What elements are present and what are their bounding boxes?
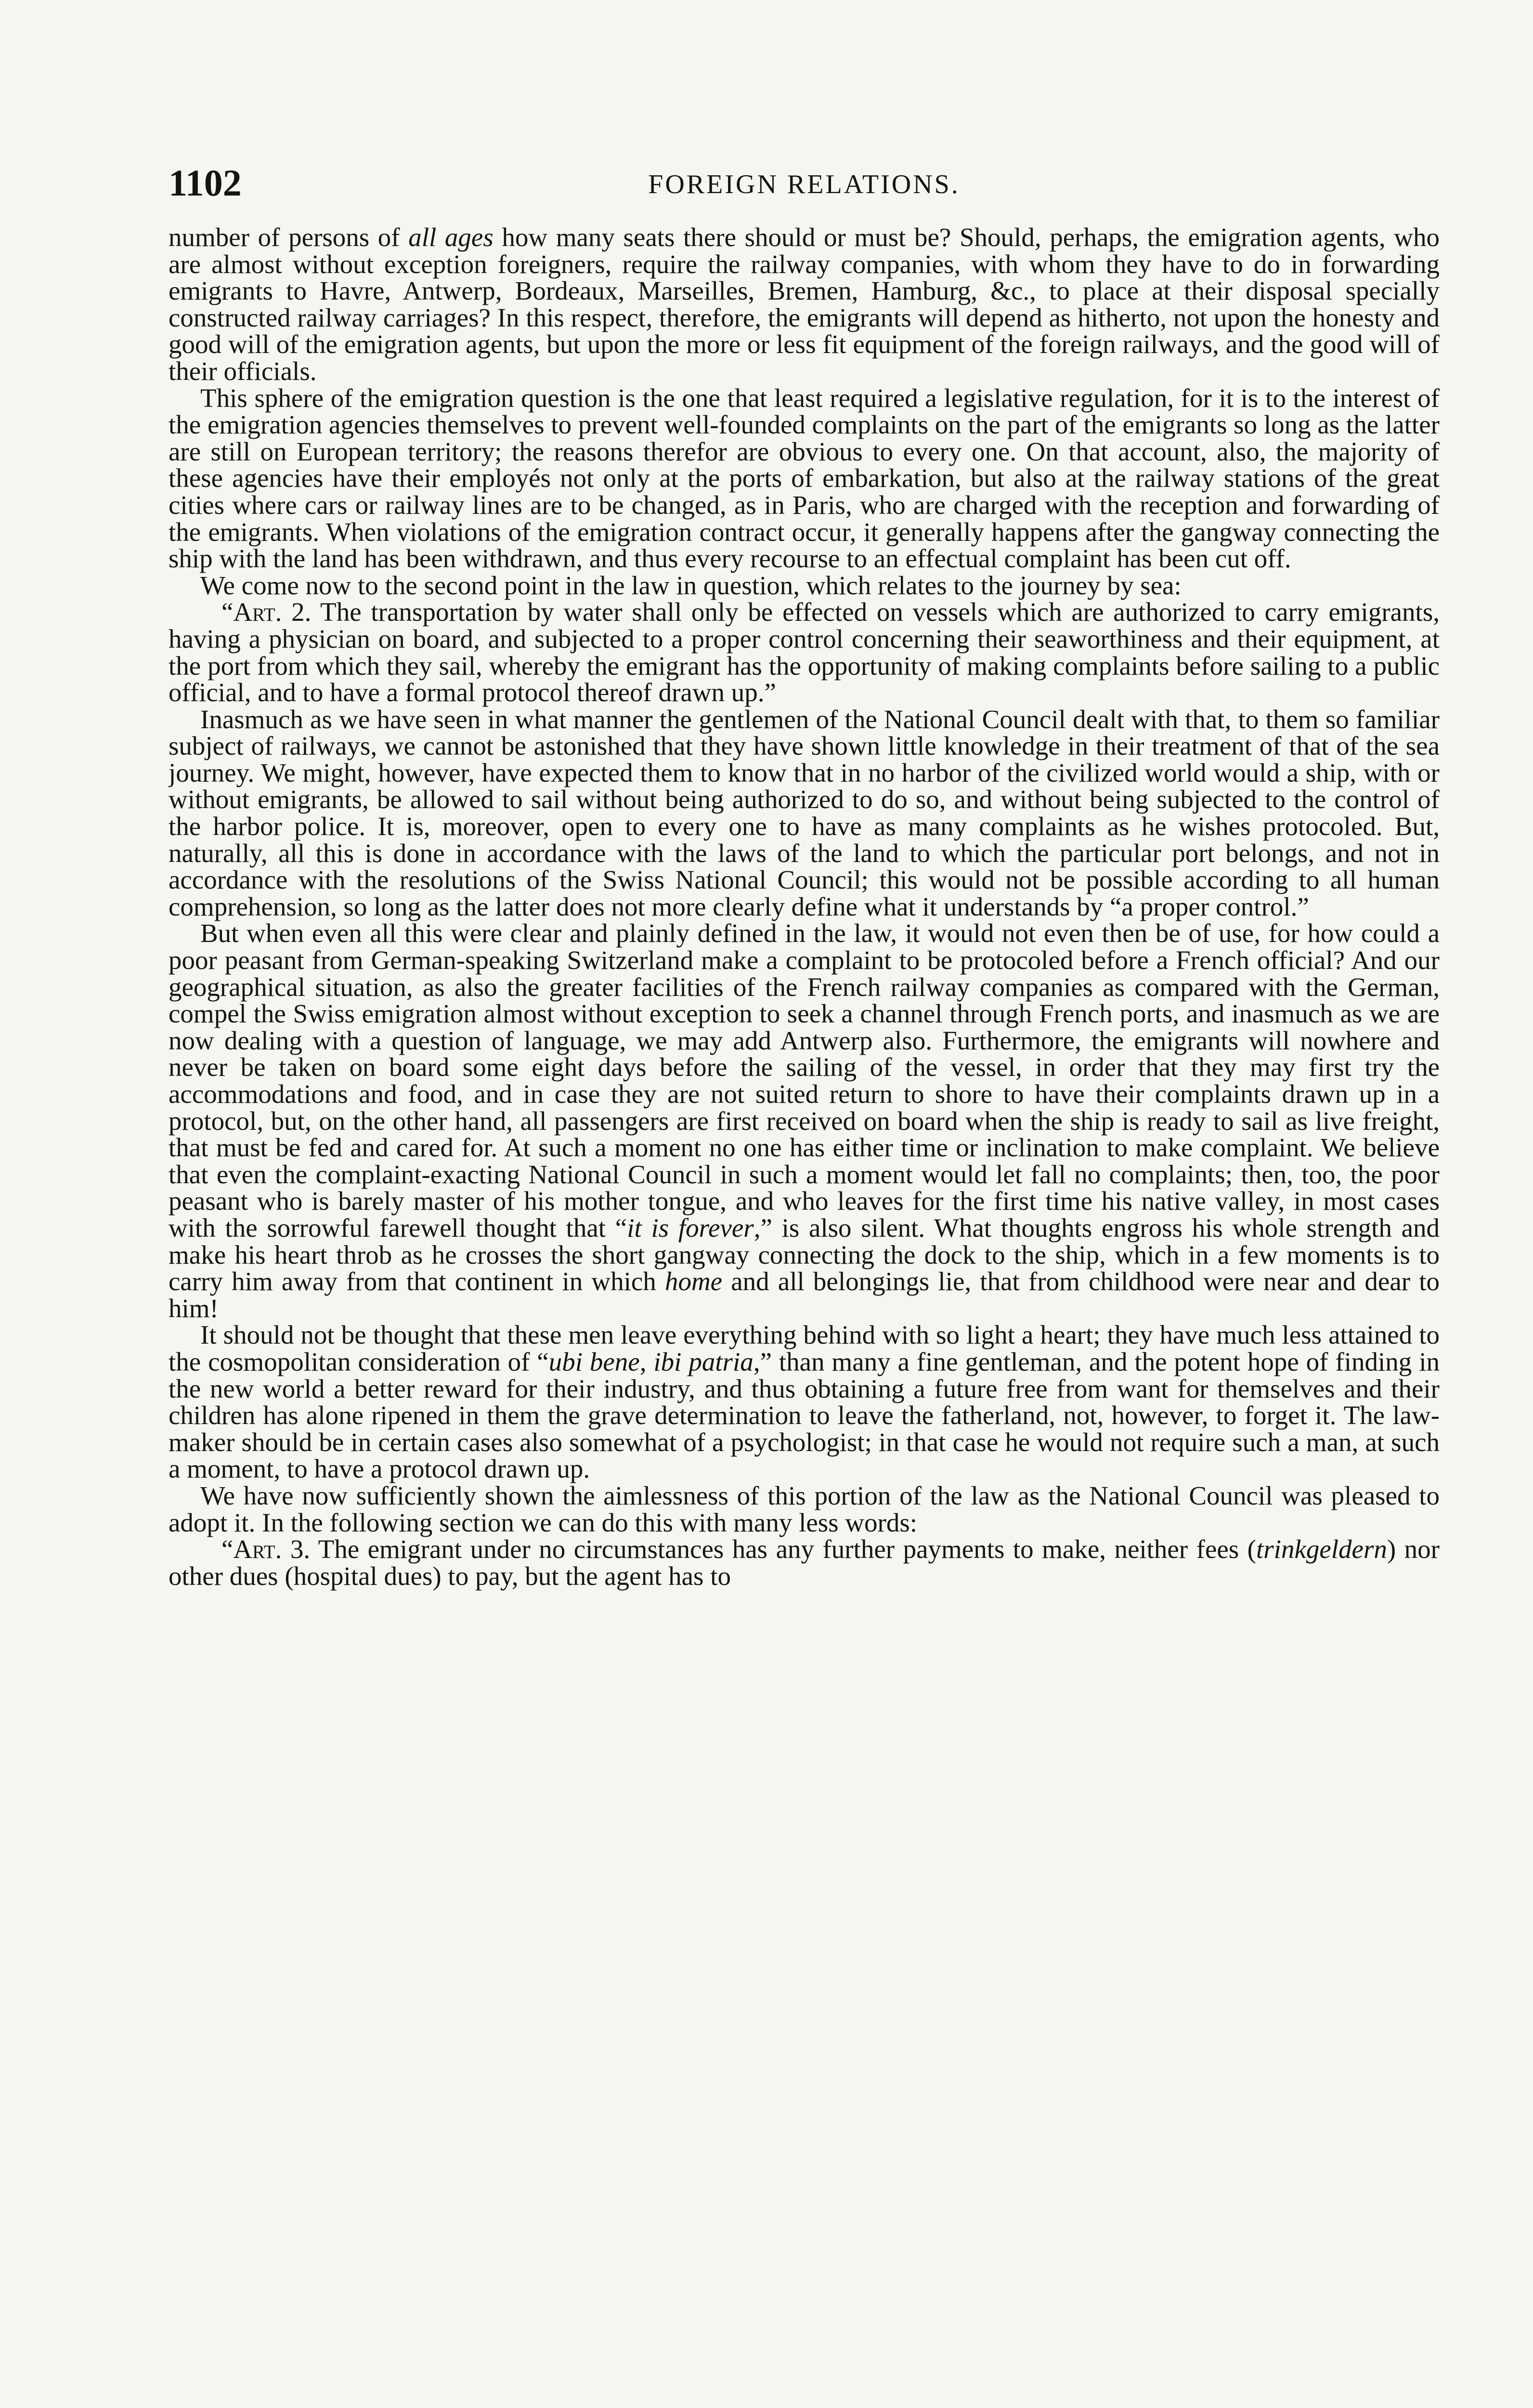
paragraph-text: We have now sufficiently shown the aimlessness of this portion of the law as the National Council was pleased to adopt it. In the following section we can do this with many less words:	[169, 1480, 1440, 1537]
paragraph	[169, 572, 1440, 599]
paragraph-text: ,” is also silent. What thoughts engross his whole strength and make his heart throb as he crosses the short gangway connecting the dock to the ship, which in a few moments is to carry him away from that continent in which	[169, 1213, 1440, 1296]
paragraph-text: We come now to the second point in the law in question, which relates to the journey by sea:	[200, 570, 1182, 600]
paragraph-text: Inasmuch as we have seen in what manner the gentlemen of the National Council dealt with that, to them so familiar subject of railways, we cannot be astonished that they have shown little knowledge in their treatment of that of the sea journey. We might, however, have expected them to know that in no harbor of the civilized world would a ship, with or without emigrants, be allowed to sail without being authorized to do so, and without being subjected to the control of the harbor police. It is, moreover, open to every one to have as many complaints as he wishes protocoled. But, naturally, all this is done in accordance with the laws of the land to which the particular port belongs, and not in accordance with the resolutions of the Swiss National Council; this would not be possible according to all human comprehension, so long as the latter does not more clearly define what it understands by “a proper control.”	[169, 704, 1440, 921]
page-header	[169, 159, 1440, 212]
small-caps-text: Art	[233, 1534, 275, 1564]
paragraph-text: how many seats there should or must be? Should, perhaps, the emigration agents, who are almost without exception foreigners, require the railway companies, with whom they have to do in forwarding emigrants to Havre, Antwerp, Bordeaux, Marseilles, Bremen, Hamburg, &c., to place at their disposal specially constructed railway carriages? In this respect, therefore, the emigrants will depend as hitherto, not upon the honesty and good will of the emigration agents, but upon the more or less fit equipment of the foreign railways, and the good will of their officials.	[169, 222, 1440, 386]
italic-text: it is forever	[627, 1213, 754, 1243]
paragraph-text: and all belongings lie, that from childhood were near and dear to him!	[169, 1267, 1440, 1323]
italic-text: home	[664, 1267, 723, 1296]
paragraph-text: number of persons of	[169, 222, 409, 252]
paragraph	[169, 599, 1440, 706]
paragraph	[169, 1536, 1440, 1589]
page-number: 1102	[169, 162, 242, 204]
small-caps-text: Art	[233, 597, 275, 627]
paragraph-text: . 3. The emigrant under no circumstances has any further payments to make, neither fees (	[275, 1534, 1256, 1564]
paragraph-text: This sphere of the emigration question is the one that least required a legislative regulation, for it is to the interest of the emigration agencies themselves to prevent well-founded complaints on the part of the emigrants so long as the latter are still on European territory; the reasons therefor are obvious to every one. On that account, also, the majority of these agencies have their employés not only at the ports of embarkation, but also at the railway stations of the great cities where cars or railway lines are to be changed, as in Paris, who are charged with the reception and forwarding of the emigrants. When violations of the emigration contract occur, it generally happens after the gangway connecting the ship with the land has been withdrawn, and thus every recourse to an effectual complaint has been cut off.	[169, 383, 1440, 574]
italic-text: trinkgeldern	[1256, 1534, 1387, 1564]
paragraph	[169, 1482, 1440, 1536]
paragraph-text: ,” than many a fine gentleman, and the potent hope of finding in the new world a better reward for their industry, and thus obtaining a future free from want for themselves and their children has alone ripened in them the grave determination to leave the fatherland, not, however, to forget it. The law-maker should be in certain cases also somewhat of a psychologist; in that case he would not require such a man, at such a moment, to have a protocol drawn up.	[169, 1347, 1440, 1484]
paragraph	[169, 224, 1440, 385]
paragraph-text: “	[221, 597, 234, 627]
paragraph-text: But when even all this were clear and plainly defined in the law, it would not even then be of use, for how could a poor peasant from German-speaking Switzerland make a complaint to be protocoled before a French official? And our geographical situation, as also the greater facilities of the French railway companies as compared with the German, compel the Swiss emigration almost without exception to seek a channel through French ports, and inasmuch as we are now dealing with a question of language, we may add Antwerp also. Furthermore, the emigrants will nowhere and never be taken on board some eight days before the sailing of the vessel, in order that they may first try the accommodations and food, and in case they are not suited return to shore to have their complaints drawn up in a protocol, but, on the other hand, all passengers are first received on board when the ship is ready to sail as live freight, that must be fed and cared for. At such a moment no one has either time or inclination to make complaint. We believe that even the complaint-exacting National Council in such a moment would let fall no complaints; then, too, the poor peasant who is barely master of his mother tongue, and who leaves for the first time his native valley, in most cases with the sorrowful farewell thought that “	[169, 918, 1440, 1243]
body-text	[169, 224, 1440, 1589]
paragraph-text: “	[221, 1534, 234, 1564]
italic-text: all ages	[408, 222, 494, 252]
italic-text: ubi bene, ibi patria	[548, 1347, 754, 1376]
document-page	[169, 159, 1440, 2408]
paragraph	[169, 920, 1440, 1322]
paragraph-text: It should not be thought that these men leave everything behind with so light a heart; they have much less attained to the cosmopolitan consideration of “	[169, 1320, 1440, 1376]
running-title: FOREIGN RELATIONS.	[648, 170, 960, 199]
paragraph	[169, 1322, 1440, 1482]
paragraph	[169, 385, 1440, 572]
paragraph	[169, 706, 1440, 920]
paragraph-text: . 2. The transportation by water shall only be effected on vessels which are authorized to carry emigrants, having a physician on board, and subjected to a proper control concerning their seaworthiness and their equipment, at the port from which they sail, whereby the emigrant has the opportunity of making complaints before sailing to a public official, and to have a formal protocol thereof drawn up.”	[169, 597, 1440, 707]
paragraph-text: ) nor other dues (hospital dues) to pay, but the agent has to	[169, 1534, 1440, 1591]
